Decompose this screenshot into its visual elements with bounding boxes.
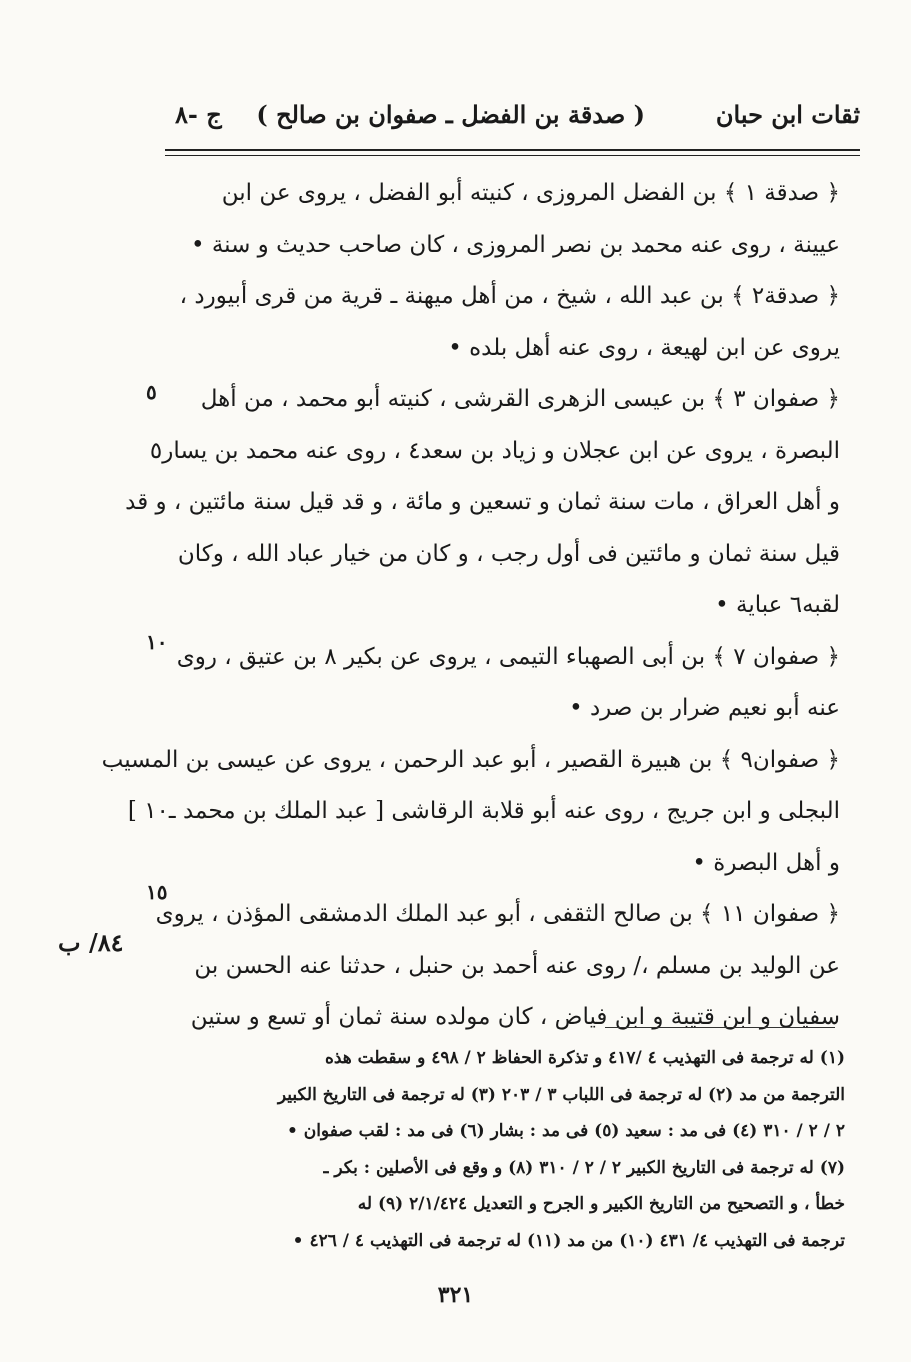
footnote-line: خطأ ، و التصحيح من التاريخ الكبير و الجرح و التعديل ٢/١/٤٢٤ (٩) له bbox=[357, 1194, 845, 1214]
line-number-15: ١٥ bbox=[146, 880, 168, 904]
text-line: ﴿ صدقة٢ ﴾ بن عبد الله ، شيخ ، من أهل ميهنة ـ قرية من قرى أبيورد ، bbox=[179, 283, 840, 309]
text-line: عن الوليد بن مسلم ،/ روى عنه أحمد بن حنبل ، حدثنا عنه الحسن بن bbox=[194, 952, 840, 979]
running-header bbox=[175, 100, 860, 140]
book-title: ثقات ابن حبان bbox=[715, 100, 860, 129]
text-line: البصرة ، يروى عن ابن عجلان و زياد بن سعد٤ ، روى عنه محمد بن يسار٥ bbox=[149, 437, 840, 464]
text-line: عنه أبو نعيم ضرار بن صرد • bbox=[569, 695, 840, 721]
text-line: يروى عن ابن لهيعة ، روى عنه أهل بلده • bbox=[448, 334, 840, 361]
footnote-line: (١) له ترجمة فى التهذيب ٤ /٤١٧ و تذكرة الحفاظ ٢ / ٤٩٨ و سقطت هذه bbox=[324, 1048, 845, 1068]
text-line: و أهل العراق ، مات سنة ثمان و تسعين و مائة ، و قد قيل سنة مائتين ، و قد bbox=[125, 489, 840, 515]
volume-label: ج -٨ bbox=[175, 100, 222, 129]
text-line: ﴿ صدقة ١ ﴾ بن الفضل المروزى ، كنيته أبو الفضل ، يروى عن ابن bbox=[221, 180, 840, 206]
footnote-line: ترجمة فى التهذيب ٤/ ٤٣١ (١٠) من مد (١١) له ترجمة فى التهذيب ٤ / ٤٢٦ • bbox=[292, 1230, 845, 1251]
text-line: سفيان و ابن قتيبة و ابن فياض ، كان مولده سنة ثمان أو تسع و ستين bbox=[190, 1004, 840, 1030]
header-rule-thin bbox=[165, 155, 860, 156]
text-line: ﴿ صفوان٩ ﴾ بن هبيرة القصير ، أبو عبد الرحمن ، يروى عن عيسى بن المسيب bbox=[101, 746, 840, 773]
text-line: و أهل البصرة • bbox=[692, 849, 840, 876]
footnotes bbox=[165, 1040, 845, 1259]
section-title: ( صدقة بن الفضل ـ صفوان بن صالح ) bbox=[256, 100, 645, 129]
text-line: البجلى و ابن جريج ، روى عنه أبو قلابة الرقاشى [ عبد الملك بن محمد ـ١٠ ] bbox=[127, 798, 840, 824]
text-line: لقبه٦ عباية • bbox=[715, 592, 840, 618]
footnote-rule bbox=[605, 1027, 835, 1028]
line-number-5: ٥ bbox=[146, 380, 157, 404]
header-rule-thick bbox=[165, 149, 860, 151]
text-line: قيل سنة ثمان و مائتين فى أول رجب ، و كان من خيار عباد الله ، وكان bbox=[177, 540, 840, 567]
text-line: ﴿ صفوان ٣ ﴾ بن عيسى الزهرى القرشى ، كنيته أبو محمد ، من أهل bbox=[200, 386, 840, 412]
footnote-line: (٧) له ترجمة فى التاريخ الكبير ٢ / ٢ / ٣١٠ (٨) و وقع فى الأصلين : بكر ـ bbox=[323, 1157, 845, 1178]
manuscript-folio-marker: ٨٤/ ب bbox=[58, 928, 124, 957]
text-line: عيينة ، روى عنه محمد بن نصر المروزى ، كان صاحب حديث و سنة • bbox=[190, 231, 840, 258]
footnote-line: ٢ / ٢ / ٣١٠ (٤) فى مد : سعيد (٥) فى مد : بشار (٦) فى مد : لقب صفوان • bbox=[286, 1121, 845, 1141]
footnote-line: الترجمة من مد (٢) له ترجمة فى اللباب ٣ / ٢٠٣ (٣) له ترجمة فى التاريخ الكبير bbox=[277, 1084, 845, 1105]
text-line: ﴿ صفوان ١١ ﴾ بن صالح الثقفى ، أبو عبد الملك الدمشقى المؤذن ، يروى bbox=[155, 901, 840, 927]
page-number: ٣٢١ bbox=[437, 1282, 474, 1308]
line-number-10: ١٠ bbox=[146, 630, 168, 654]
text-line: ﴿ صفوان ٧ ﴾ بن أبى الصهباء التيمى ، يروى عن بكير ٨ بن عتيق ، روى bbox=[176, 643, 840, 670]
